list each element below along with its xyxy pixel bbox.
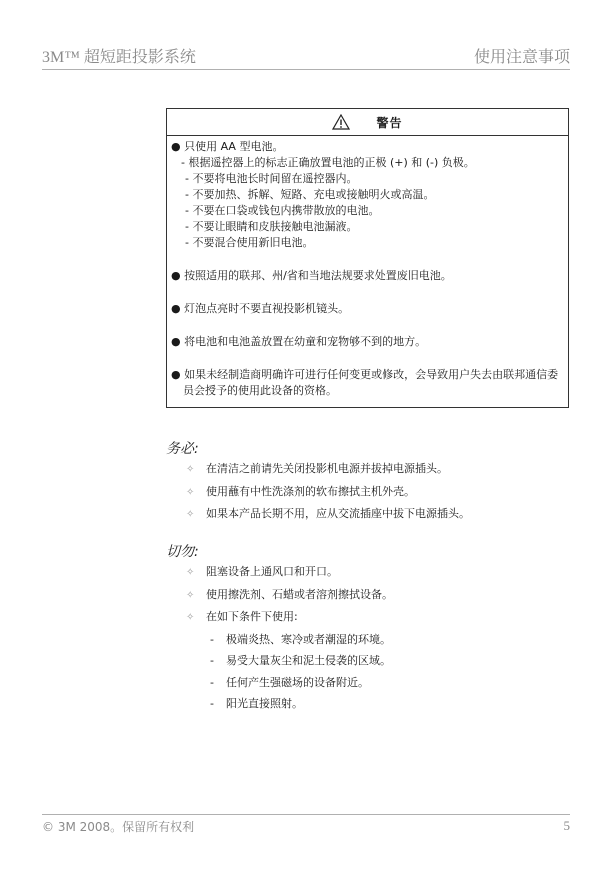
condition-item: - 极端炎热、寒冷或者潮湿的环境。 xyxy=(210,632,391,646)
battery-sub-item: - 不要让眼睛和皮肤接触电池漏液。 xyxy=(185,220,358,233)
battery-sub-item: - 不要加热、拆解、短路、充电或接触明火或高温。 xyxy=(185,188,435,201)
warning-box xyxy=(166,108,569,408)
warning-bullet: ● 灯泡点亮时不要直视投影机镜头。 xyxy=(171,302,350,315)
footer-divider xyxy=(42,814,570,815)
list-item: ✧ 在如下条件下使用: xyxy=(186,606,393,629)
warning-bullet: ● 按照适用的联邦、州/省和当地法规要求处置废旧电池。 xyxy=(171,269,452,282)
battery-polarity-note: - 根据遥控器上的标志正确放置电池的正极 (+) 和 (-) 负极。 xyxy=(181,156,475,169)
must-list xyxy=(186,458,470,526)
never-list xyxy=(186,561,393,715)
battery-sub-item: - 不要将电池长时间留在遥控器内。 xyxy=(185,172,358,185)
must-heading: 务必: xyxy=(166,441,199,457)
condition-item: - 阳光直接照射。 xyxy=(210,697,303,710)
battery-sub-item: - 不要混合使用新旧电池。 xyxy=(185,236,314,249)
warning-body xyxy=(167,136,568,399)
footer-copyright: © 3M 2008。保留所有权利 xyxy=(42,820,195,834)
battery-sub-item: - 不要在口袋或钱包内携带散放的电池。 xyxy=(185,204,380,217)
list-item: ✧ 使用擦洗剂、石蜡或者溶剂擦拭设备。 xyxy=(186,584,393,607)
diamond-bullet-icon: ✧ xyxy=(186,567,195,578)
condition-item: - 任何产生强磁场的设备附近。 xyxy=(210,675,369,689)
list-item: ✧ 在清洁之前请先关闭投影机电源并拔掉电源插头。 xyxy=(186,458,470,481)
diamond-bullet-icon: ✧ xyxy=(186,486,195,498)
warning-heading xyxy=(167,109,568,136)
warning-title: 警告 xyxy=(376,115,403,130)
warning-bullet: ● 将电池和电池盖放置在幼童和宠物够不到的地方。 xyxy=(171,335,427,348)
warning-triangle-icon xyxy=(332,114,350,130)
never-heading: 切勿: xyxy=(166,544,199,560)
header-divider xyxy=(42,69,570,70)
diamond-bullet-icon: ✧ xyxy=(186,509,195,520)
page-number: 5 xyxy=(563,818,570,833)
list-item: ✧ 使用蘸有中性洗涤剂的软布擦拭主机外壳。 xyxy=(186,481,470,504)
condition-item: - 易受大量灰尘和泥土侵袭的区域。 xyxy=(210,654,391,667)
list-item: ✧ 阻塞设备上通风口和开口。 xyxy=(186,561,393,584)
list-item: ✧ 如果本产品长期不用，应从交流插座中拔下电源插头。 xyxy=(186,503,470,526)
diamond-bullet-icon: ✧ xyxy=(186,464,195,475)
diamond-bullet-icon: ✧ xyxy=(186,589,195,601)
diamond-bullet-icon: ✧ xyxy=(186,612,195,623)
header-section-title: 使用注意事项 xyxy=(473,47,570,66)
battery-main-bullet: ● 只使用 AA 型电池。 xyxy=(171,140,284,153)
warning-bullet: ● 如果未经制造商明确许可进行任何变更或修改，会导致用户失去由联邦通信委员会授予的使用此设备的资格。 xyxy=(171,368,559,397)
header-product-title: 3M™ 超短距投影系统 xyxy=(42,49,196,66)
